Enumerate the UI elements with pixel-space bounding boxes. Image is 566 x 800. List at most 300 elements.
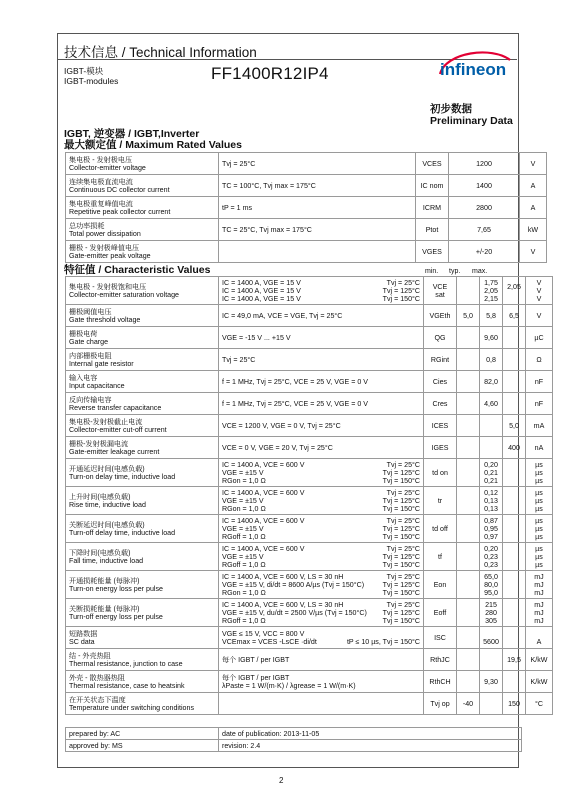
condition [219,571,424,599]
param-name-en: Gate-emitter leakage current [69,447,160,456]
param-name-en: Collector-emitter cut-off current [69,425,167,434]
condition-text: VGE = ±15 V [222,552,264,561]
table-row [66,153,547,175]
value-max [503,515,526,543]
symbol: tf [424,543,457,571]
value-max [503,393,526,415]
param-name [66,627,219,649]
value-min: -40 [457,693,480,715]
condition [219,349,424,371]
temperature-text: Tvj = 125°C [382,552,420,561]
symbol: ICES [424,415,457,437]
value-typ: 215 280 305 [480,599,503,627]
value-max: 150 [503,693,526,715]
param-name-cn: 集电极重复峰值电流 [69,199,133,208]
symbol: VCE sat [424,277,457,305]
condition [219,627,424,649]
condition [219,515,424,543]
value-min [457,571,480,599]
param-name-cn: 在开关状态下温度 [69,695,126,704]
condition [219,459,424,487]
condition [219,415,424,437]
temperature-text: Tvj = 125°C [382,608,420,617]
infineon-logo [432,48,514,84]
unit: V [520,153,547,175]
temperature-text: Tvj = 125°C [382,524,420,533]
param-name-en: Collector-emitter voltage [69,163,146,172]
condition-line [222,489,420,497]
temperature-text: Tvj = 150°C [382,588,420,597]
part-number: FF1400R12IP4 [211,64,329,83]
unit: V [526,305,553,327]
param-name [66,693,219,715]
symbol: IGES [424,437,457,459]
value-max: 5,0 [503,415,526,437]
value-typ: 9,30 [480,671,503,693]
table-row [66,241,547,263]
temperature-text: Tvj = 150°C [382,504,420,513]
col-max-header: max. [472,268,488,275]
param-name [66,371,219,393]
condition-text: VGE = ±15 V [222,496,264,505]
condition-text: IC = 1400 A, VGE = 15 V [222,294,301,303]
condition-text: IC = 1400 A, VGE = 15 V [222,286,301,295]
condition-line [222,581,420,589]
param-name-cn: 栅极-发射极漏电流 [69,439,129,448]
value-min [457,327,480,349]
condition-text: RGon = 1,0 Ω [222,504,266,513]
param-name [66,393,219,415]
symbol: RthCH [424,671,457,693]
value-min [457,543,480,571]
table-row [66,393,553,415]
param-name [66,219,219,241]
footer-table [65,727,522,752]
param-name-en: Collector-emitter saturation voltage [69,290,180,299]
section-igbt-title: IGBT, 逆变器 / IGBT,Inverter [64,128,200,140]
temperature-text: Tvj = 150°C [382,294,420,303]
value-min [457,649,480,671]
value-typ: 5,8 [480,305,503,327]
param-name-en: Thermal resistance, case to heatsink [69,681,185,690]
unit: A [520,197,547,219]
symbol: VCES [416,153,449,175]
unit: K/kW [526,649,553,671]
symbol: td on [424,459,457,487]
condition-text: f = 1 MHz, Tvj = 25°C, VCE = 25 V, VGE = 0 V [222,399,368,408]
value-max: 6,5 [503,305,526,327]
condition-line [222,573,420,581]
unit: mJ mJ mJ [526,599,553,627]
table-row [66,197,547,219]
value-typ [480,437,503,459]
value: 7,65 [449,219,520,241]
condition [219,693,424,715]
table-row [66,327,553,349]
param-name-en: Input capacitance [69,381,125,390]
unit: kW [520,219,547,241]
status-en: Preliminary Data [430,115,513,127]
section-char-title: 特征值 / Characteristic Values [64,264,211,276]
condition: tP = 1 ms [219,197,416,219]
unit: µs µs µs [526,543,553,571]
approved-by: approved by: MS [66,740,219,752]
value-min [457,277,480,305]
condition [219,437,424,459]
condition-text: IC = 1400 A, VCE = 600 V [222,460,305,469]
param-name [66,599,219,627]
condition-line [222,553,420,561]
temperature-text: Tvj = 125°C [382,496,420,505]
condition-text: RGoff = 1,0 Ω [222,616,266,625]
condition-text: IC = 1400 A, VCE = 600 V [222,488,305,497]
value-min [457,515,480,543]
unit: V [520,241,547,263]
param-name-cn: 开通损耗能量 (每脉冲) [69,576,140,585]
table-row [66,671,553,693]
symbol: ISC [424,627,457,649]
unit: µs µs µs [526,459,553,487]
symbol: td off [424,515,457,543]
revision: revision: 2.4 [219,740,522,752]
condition-text: VGE = -15 V ... +15 V [222,333,291,342]
value-max [503,599,526,627]
col-typ-header: typ. [449,268,461,275]
symbol: IC nom [416,175,449,197]
condition-line [222,287,420,295]
preliminary-data-label [430,103,513,127]
symbol: Cres [424,393,457,415]
condition-line [222,601,420,609]
param-name [66,571,219,599]
value-max [503,371,526,393]
table-row [66,219,547,241]
param-name [66,241,219,263]
temperature-text: Tvj = 150°C [382,616,420,625]
value-max: 400 [503,437,526,459]
symbol: RGint [424,349,457,371]
condition [219,305,424,327]
condition-text: VGE = ±15 V, di/dt = 8600 A/µs (Tvj = 150°C) [222,580,365,589]
condition-line [222,533,420,541]
param-name-cn: 输入电容 [69,373,98,382]
param-name [66,197,219,219]
param-name-en: Rise time, inductive load [69,500,146,509]
value-typ: 9,60 [480,327,503,349]
param-name-cn: 栅极电荷 [69,329,98,338]
param-name [66,349,219,371]
value-max [503,671,526,693]
temperature-text: Tvj = 125°C [382,468,420,477]
value: 1400 [449,175,520,197]
condition [219,327,424,349]
temperature-text: Tvj = 25°C [386,600,420,609]
condition [219,599,424,627]
temperature-text: Tvj = 25°C [386,544,420,553]
temperature-text: Tvj = 25°C [386,488,420,497]
param-name [66,437,219,459]
value-max [503,459,526,487]
table-row [66,515,553,543]
param-name-en: Gate threshold voltage [69,315,141,324]
condition-line [222,609,420,617]
param-name-en: Gate-emitter peak voltage [69,251,151,260]
condition-line [222,469,420,477]
condition-text: IC = 1400 A, VGE = 15 V [222,278,301,287]
value-max [503,571,526,599]
param-name [66,277,219,305]
param-name [66,671,219,693]
value-max [503,487,526,515]
condition-line [222,400,420,408]
condition-text: 每个 IGBT / per IGBT [222,673,290,682]
param-name-en: Temperature under switching conditions [69,703,194,712]
value-max [503,327,526,349]
table-row [66,371,553,393]
symbol: Eoff [424,599,457,627]
param-name [66,543,219,571]
condition-text: λPaste = 1 W/(m·K) / λgrease = 1 W/(m·K) [222,681,356,690]
temperature-text: Tvj = 25°C [386,278,420,287]
value-typ: 0,8 [480,349,503,371]
table-row [66,543,553,571]
condition-line [222,517,420,525]
condition-line [222,545,420,553]
param-name-en: SC data [69,637,95,646]
symbol: RthJC [424,649,457,671]
value-typ: 82,0 [480,371,503,393]
value-typ: 0,87 0,95 0,97 [480,515,503,543]
unit: µs µs µs [526,515,553,543]
param-name-cn: 开通延迟时间(电感负载) [69,464,145,473]
condition-line [222,312,420,320]
temperature-text: Tvj = 25°C [386,572,420,581]
col-min-header: min. [425,268,439,275]
unit: A [520,175,547,197]
param-name-en: Fall time, inductive load [69,556,144,565]
condition [219,393,424,415]
value-typ [480,415,503,437]
condition-line [222,682,420,690]
param-name-en: Internal gate resistor [69,359,134,368]
param-name-en: Gate charge [69,337,109,346]
value-min [457,393,480,415]
table-row [66,175,547,197]
value-typ: 0,12 0,13 0,13 [480,487,503,515]
condition-text: VCE = 0 V, VGE = 20 V, Tvj = 25°C [222,443,333,452]
symbol: Tvj op [424,693,457,715]
condition-line [222,378,420,386]
unit: K/kW [526,671,553,693]
page-number: 2 [279,776,284,785]
param-name-en: Turn-on delay time, inductive load [69,472,176,481]
table-row [66,349,553,371]
param-name-en: Turn-on energy loss per pulse [69,584,163,593]
section-max-title: 最大额定值 / Maximum Rated Values [64,139,242,151]
param-name-en: Thermal resistance, junction to case [69,659,183,668]
param-name-cn: 关断延迟时间(电感负载) [69,520,145,529]
value-min [457,371,480,393]
condition-text: IC = 1400 A, VCE = 600 V [222,544,305,553]
condition-text: VGE ≤ 15 V, VCC = 800 V [222,629,305,638]
unit: mJ mJ mJ [526,571,553,599]
condition-line [222,334,420,342]
table-row [66,437,553,459]
table-row [66,693,553,715]
condition [219,543,424,571]
unit: mA [526,415,553,437]
module-type [64,66,118,86]
unit: °C [526,693,553,715]
param-name-en: Turn-off delay time, inductive load [69,528,176,537]
value-max [503,349,526,371]
module-type-en: IGBT-modules [64,76,119,86]
param-name-en: Turn-off energy loss per pulse [69,612,163,621]
unit: V V V [526,277,553,305]
table-row [66,277,553,305]
table-row [66,487,553,515]
value: +/-20 [449,241,520,263]
condition-text: Tvj = 25°C [222,355,256,364]
condition-text: RGoff = 1,0 Ω [222,560,266,569]
condition-line [222,461,420,469]
param-name-cn: 结 - 外壳热阻 [69,651,111,660]
value: 2800 [449,197,520,219]
value-max: 2,05 [503,277,526,305]
value-typ: 0,20 0,21 0,21 [480,459,503,487]
param-name-cn: 集电极 - 发射极饱和电压 [69,282,147,291]
table-row [66,459,553,487]
param-name [66,153,219,175]
param-name [66,515,219,543]
condition-line [222,505,420,513]
value-min [457,349,480,371]
table-row [66,649,553,671]
condition [219,277,424,305]
temperature-text: Tvj = 125°C [382,286,420,295]
condition-line [222,589,420,597]
value-typ: 0,20 0,23 0,23 [480,543,503,571]
value-min [457,437,480,459]
condition-line [222,525,420,533]
unit: nF [526,371,553,393]
value-typ: 5600 [480,627,503,649]
value-min [457,627,480,649]
temperature-text: Tvj = 125°C [382,580,420,589]
param-name-en: Continuous DC collector current [69,185,170,194]
condition-text: 每个 IGBT / per IGBT [222,655,290,664]
value-min [457,671,480,693]
condition-text: VCE = 1200 V, VGE = 0 V, Tvj = 25°C [222,421,341,430]
param-name-cn: 外壳 - 散热器热阻 [69,673,125,682]
status-cn: 初步数据 [430,103,472,115]
value-typ: 1,75 2,05 2,15 [480,277,503,305]
value-typ [480,649,503,671]
condition-text: RGon = 1,0 Ω [222,588,266,597]
symbol: Eon [424,571,457,599]
condition-line [222,356,420,364]
condition-text: RGoff = 1,0 Ω [222,532,266,541]
condition: Tvj = 25°C [219,153,416,175]
unit: Ω [526,349,553,371]
condition: TC = 100°C, Tvj max = 175°C [219,175,416,197]
condition-text: VGE = ±15 V [222,524,264,533]
value-min [457,459,480,487]
value-max [503,627,526,649]
param-name-cn: 总功率损耗 [69,221,105,230]
param-name [66,305,219,327]
publication-date: date of publication: 2013-11-05 [219,728,522,740]
condition-line [222,444,420,452]
condition-text: VCEmax = VCES -LsCE ·di/dt [222,637,317,646]
table-row [66,627,553,649]
param-name-cn: 栅极 - 发射极峰值电压 [69,243,140,252]
unit: A [526,627,553,649]
symbol: QG [424,327,457,349]
characteristics-table [65,276,553,715]
condition-line [222,630,420,638]
condition-line [222,674,420,682]
table-row [66,571,553,599]
condition [219,671,424,693]
document-title: 技术信息 / Technical Information [64,45,257,60]
condition-text: VGE = ±15 V, du/dt = 2500 V/µs (Tvj = 150°C) [222,608,367,617]
unit: µC [526,327,553,349]
table-row [66,599,553,627]
unit: µs µs µs [526,487,553,515]
condition [219,649,424,671]
param-name-en: Reverse transfer capacitance [69,403,162,412]
param-name [66,649,219,671]
temperature-text: Tvj = 150°C [382,476,420,485]
value-min [457,487,480,515]
value: 1200 [449,153,520,175]
condition [219,487,424,515]
symbol: VGES [416,241,449,263]
condition [219,241,416,263]
param-name-cn: 关断损耗能量 (每脉冲) [69,604,140,613]
value-typ [480,693,503,715]
symbol: ICRM [416,197,449,219]
unit: nA [526,437,553,459]
param-name-cn: 内部栅极电阻 [69,351,112,360]
temperature-text: tP ≤ 10 µs, Tvj = 150°C [346,637,420,646]
param-name-cn: 上升时间(电感负载) [69,492,131,501]
unit: nF [526,393,553,415]
param-name-en: Total power dissipation [69,229,141,238]
prepared-by: prepared by: AC [66,728,219,740]
condition-text: f = 1 MHz, Tvj = 25°C, VCE = 25 V, VGE = 0 V [222,377,368,386]
param-name-cn: 下降时间(电感负载) [69,548,131,557]
param-name [66,327,219,349]
param-name-cn: 栅极阈值电压 [69,307,112,316]
condition-text: VGE = ±15 V [222,468,264,477]
condition-text: RGon = 1,0 Ω [222,476,266,485]
condition-line [222,638,420,646]
condition-line [222,279,420,287]
value-typ: 65,0 80,0 95,0 [480,571,503,599]
condition-line [222,295,420,303]
temperature-text: Tvj = 25°C [386,516,420,525]
param-name-en: Repetitive peak collector current [69,207,171,216]
svg-text:infineon: infineon [440,60,507,79]
condition-line [222,477,420,485]
param-name [66,487,219,515]
temperature-text: Tvj = 25°C [386,460,420,469]
max-ratings-table [65,152,547,263]
condition-line [222,422,420,430]
symbol: tr [424,487,457,515]
